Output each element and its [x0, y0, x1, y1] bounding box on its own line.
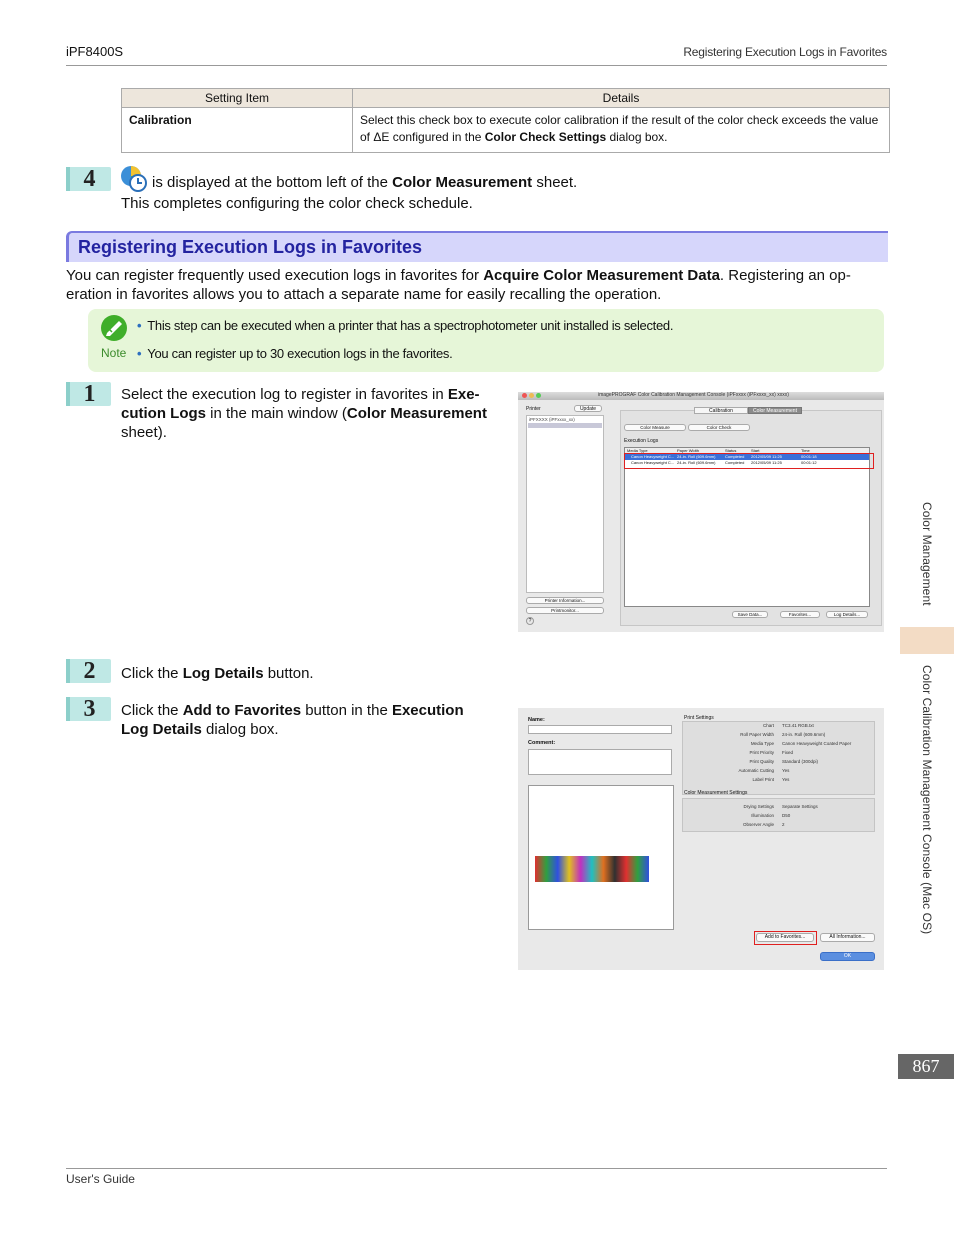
highlight-box [754, 931, 817, 945]
note-item-text: This step can be executed when a printer that has a spectrophotometer unit installed is selected. [147, 318, 674, 333]
cell: 2012/05/09 11:25 [751, 454, 782, 459]
step2-text [121, 664, 314, 683]
step1-text-c: sheet). [121, 424, 167, 441]
setting-label: Print Priority [749, 750, 774, 755]
tab-calibration[interactable]: Calibration [694, 407, 748, 414]
name-field[interactable] [528, 725, 672, 734]
pencil-check-icon [100, 314, 128, 342]
cell: 00:01:12 [801, 460, 817, 465]
intro-text: You can register frequently used execution logs in favorites for [66, 267, 484, 284]
add-to-favorites-button[interactable]: Add to Favorites... [756, 933, 814, 942]
section-intro-line2: eration in favorites allows you to attach a separate name for easily recalling the operation. [66, 286, 662, 303]
color-check-button[interactable]: Color Check [688, 424, 750, 431]
print-settings-title: Print Settings [684, 715, 714, 721]
setting-value: D50 [782, 813, 791, 818]
step3-text [121, 701, 506, 739]
intro-bold: Acquire Color Measurement Data [483, 267, 720, 284]
column-header[interactable]: Time [801, 448, 810, 453]
step-number-2: 2 [66, 659, 111, 683]
step-number-4: 4 [66, 167, 111, 191]
printer-information-button[interactable]: Printer Information... [526, 597, 604, 604]
color-settings-title: Color Measurement Settings [684, 790, 748, 796]
printmonitor-button[interactable]: Printmonitor... [526, 607, 604, 614]
setting-value: Yes [782, 777, 790, 782]
update-button[interactable]: Update [574, 405, 602, 412]
setting-value: 2 [782, 822, 785, 827]
footer-divider [66, 1168, 887, 1169]
details-bold: Color Check Settings [484, 130, 607, 144]
note-label: Note [101, 346, 127, 360]
note-item [137, 318, 673, 333]
details-text: Select this check box to execute color calibration if the result of the color check exceeds the value of ΔE configured in the [360, 113, 879, 144]
step1-bold: Exe- [447, 386, 480, 403]
printer-label: Printer [526, 406, 541, 412]
save-data-button[interactable]: Save Data... [732, 611, 768, 618]
setting-label: Drying Settings [743, 804, 774, 809]
tab-color-measurement[interactable]: Color Measurement [748, 407, 802, 414]
comment-field[interactable] [528, 749, 672, 775]
main-window-screenshot [518, 392, 884, 632]
printer-list-item-selected[interactable] [528, 423, 602, 428]
title-bar [518, 392, 884, 400]
step3-bold: Log Details [121, 721, 202, 738]
highlight-box [624, 453, 874, 469]
column-header[interactable]: Status [725, 448, 737, 453]
cell: Completed [725, 454, 745, 459]
step-number-1: 1 [66, 382, 111, 406]
step3-bold: Add to Favorites [182, 702, 302, 719]
log-details-button[interactable]: Log Details... [826, 611, 868, 618]
step1-bold: cution Logs [121, 405, 206, 422]
cell: Canon Heavyweight C... [631, 460, 675, 465]
step3-text-a: Click the [121, 702, 183, 719]
comment-label: Comment: [528, 740, 556, 746]
step4-bold: Color Measurement [392, 174, 533, 191]
table-cell-details [353, 108, 890, 153]
sidebar-section: Color Calibration Management Console (Mac OS) [920, 665, 934, 935]
setting-label: Label Print [752, 777, 774, 782]
bullet: • [137, 346, 142, 361]
step2-text-a: Click the [121, 665, 183, 682]
calibration-status-icon [120, 165, 148, 193]
step3-text-c: dialog box. [201, 721, 279, 738]
section-heading [66, 231, 888, 262]
details-text-end: dialog box. [606, 130, 668, 144]
setting-value: 24-in. Roll (609.6mm) [782, 732, 826, 737]
sidebar-chapter: Color Management [920, 502, 934, 606]
setting-label: Media Type [750, 741, 774, 746]
step1-bold: Color Measurement [346, 405, 487, 422]
section-intro-line1 [66, 266, 851, 285]
step3-text-b: button in the [301, 702, 392, 719]
execution-logs-list[interactable] [624, 447, 870, 607]
setting-label: Chart [762, 723, 774, 728]
note-item-text: You can register up to 30 execution logs in the favorites. [147, 346, 453, 361]
step4-line2: This completes configuring the color check schedule. [121, 195, 473, 212]
name-label: Name: [528, 717, 545, 723]
setting-value: Yes [782, 768, 790, 773]
help-icon[interactable]: ? [526, 617, 534, 625]
header-section-title: Registering Execution Logs in Favorites [683, 45, 887, 59]
execution-logs-label: Execution Logs [624, 438, 659, 444]
column-header[interactable]: Start [751, 448, 760, 453]
table-row [122, 108, 890, 153]
color-measure-button[interactable]: Color Measure [624, 424, 686, 431]
footer-guide: User's Guide [66, 1172, 135, 1186]
setting-value: TC3.41 RGB.txt [782, 723, 814, 728]
sidebar-tab-marker [900, 627, 954, 654]
step-number-3: 3 [66, 697, 111, 721]
setting-value: Canon Heavyweight Coated Paper [782, 741, 852, 746]
log-details-dialog-screenshot [518, 708, 884, 970]
setting-label: Observer Angle [742, 822, 774, 827]
chart-preview [528, 785, 674, 930]
minimize-icon [529, 393, 534, 398]
step4-text-end: sheet. [532, 174, 578, 191]
printer-list[interactable] [526, 415, 604, 593]
note-item [137, 346, 452, 361]
close-icon [522, 393, 527, 398]
step1-text-a: Select the execution log to register in favorites in [121, 386, 448, 403]
step4-line1 [152, 173, 577, 192]
step3-bold: Execution [391, 702, 464, 719]
cell: 24-in. Roll (609.6mm) [677, 460, 716, 465]
step2-bold: Log Details [182, 665, 264, 682]
setting-label: Automatic Cutting [738, 768, 774, 773]
intro-text-end: . Registering an op- [719, 267, 851, 284]
cell: 2012/05/09 11:25 [751, 460, 782, 465]
step4-text: is displayed at the bottom left of the [152, 174, 393, 191]
column-header[interactable]: Paper Width [677, 448, 700, 453]
setting-label: Illumination [751, 813, 774, 818]
cell: 00:01:18 [801, 454, 817, 459]
ok-button[interactable]: OK [820, 952, 875, 961]
step1-text-b: in the main window ( [206, 405, 347, 422]
page-number: 867 [898, 1054, 954, 1079]
zoom-icon [536, 393, 541, 398]
bullet: • [137, 318, 142, 333]
cell: Completed [725, 460, 745, 465]
table-header-details: Details [353, 89, 890, 108]
table-header-setting-item: Setting Item [122, 89, 353, 108]
column-header[interactable]: Media Type [627, 448, 648, 453]
header-model: iPF8400S [66, 44, 124, 59]
setting-label: Print Quality [749, 759, 774, 764]
step2-text-b: button. [263, 665, 314, 682]
window-title: imagePROGRAF Color Calibration Management Console (iPFxxxx (iPFxxxx_xx) xxxx) [598, 392, 789, 398]
settings-table [121, 88, 890, 153]
color-chart-image [535, 856, 649, 882]
all-information-button[interactable]: All Information... [820, 933, 875, 942]
cell: 24-in. Roll (609.6mm) [677, 454, 716, 459]
setting-value: Standard (300dpi) [782, 759, 819, 764]
printer-list-item[interactable]: iPFXXXX (iPFxxxx_xx) [529, 417, 575, 422]
setting-value: Fixed [782, 750, 794, 755]
section-heading-text: Registering Execution Logs in Favorites [78, 237, 423, 257]
table-cell-item: Calibration [122, 108, 353, 153]
favorites-button[interactable]: Favorites... [780, 611, 820, 618]
step1-text [121, 385, 506, 442]
setting-label: Roll Paper Width [740, 732, 774, 737]
table-header-row [122, 89, 890, 108]
cell: Canon Heavyweight C... [631, 454, 675, 459]
setting-value: Separate Settings [782, 804, 818, 809]
header-divider [66, 65, 887, 66]
